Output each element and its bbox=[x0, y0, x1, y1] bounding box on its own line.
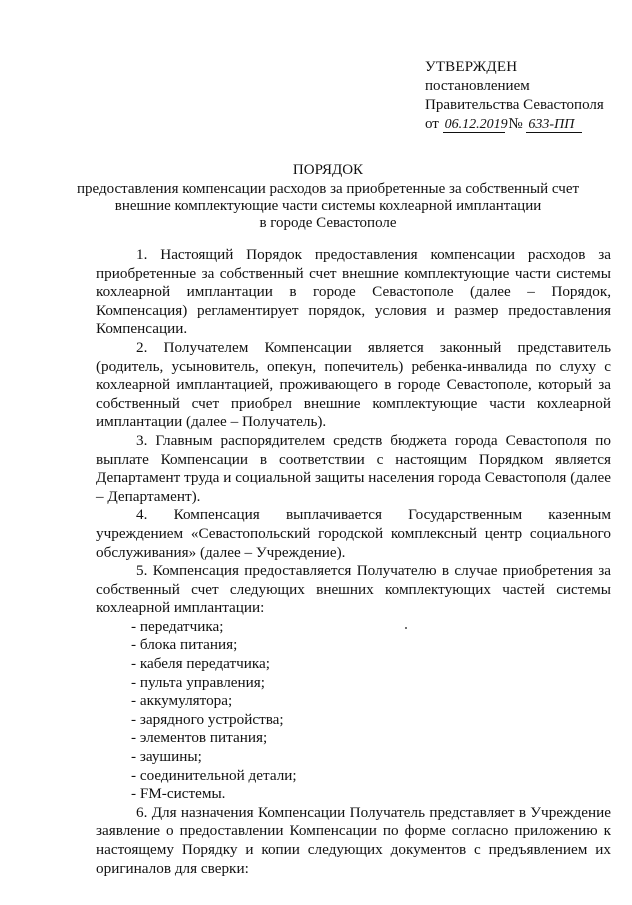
parts-list bbox=[96, 618, 611, 804]
paragraph-3: 3. Главным распорядителем средств бюджета города Севастополя по выплате Компенсации в соответствии с настоящим Порядком является Департамент труда и социальной защиты населения города Севастополя (далее – Департамент). bbox=[96, 431, 611, 505]
list-item: - FM-системы. bbox=[131, 785, 226, 803]
list-item: - передатчика; bbox=[131, 617, 224, 635]
approval-line-government: Правительства Севастополя bbox=[425, 97, 604, 113]
document-title-block bbox=[60, 162, 596, 232]
paragraph-2: 2. Получателем Компенсации является законный представитель (родитель, усыновитель, опекун, попечитель) ребенка-инвалида по слуху с кохлеарной имплантацией, проживающего в городе Севастополе, который за собственный счет приобрел внешние комплектующие части кохлеарной имплантации (далее – Получатель). bbox=[96, 338, 611, 431]
list-item: - аккумулятора; bbox=[131, 692, 233, 710]
handwritten-number: 633-ПП bbox=[526, 117, 582, 133]
approval-stamp-block bbox=[425, 58, 604, 134]
approval-from-label: от bbox=[425, 116, 439, 132]
paragraph-5: 5. Компенсация предоставляется Получателю в случае приобретения за собственный счет следующих внешних комплектующих частей системы кохлеарной имплантации: bbox=[96, 562, 611, 617]
list-item: - кабеля передатчика; bbox=[131, 655, 270, 673]
paragraph-6: 6. Для назначения Компенсации Получатель представляет в Учреждение заявление о предоставлении Компенсации по форме согласно приложению к настоящему Порядку и копии следующих документов с предъявлением их оригиналов для сверки: bbox=[96, 803, 611, 877]
approval-date-number-line bbox=[425, 115, 604, 134]
handwritten-date: 06.12.2019 bbox=[444, 117, 508, 132]
list-item: - пульта управления; bbox=[131, 673, 266, 691]
scan-speck bbox=[405, 627, 407, 629]
document-body bbox=[96, 246, 611, 878]
document-subtitle-line-2: внешние комплектующие части системы кохлеарной имплантации bbox=[114, 198, 542, 214]
list-item: - элементов питания; bbox=[131, 729, 268, 747]
list-item: - зарядного устройства; bbox=[131, 710, 284, 728]
document-subtitle-line-3: в городе Севастополе bbox=[259, 215, 397, 231]
paragraph-1: 1. Настоящий Порядок предоставления компенсации расходов за приобретенные за собственный счет внешние комплектующие части системы кохлеарной имплантации в городе Севастополе (далее – Порядок, Компенсация) регламентирует порядок, условия и размер предоставления Компенсации. bbox=[96, 246, 611, 338]
document-subtitle-line-1: предоставления компенсации расходов за приобретенные за собственный счет bbox=[76, 181, 580, 197]
document-title: ПОРЯДОК bbox=[292, 162, 364, 178]
paragraph-4: 4. Компенсация выплачивается Государственным казенным учреждением «Севастопольский городской комплексный центр социального обслуживания» (далее – Учреждение). bbox=[96, 506, 611, 561]
list-item: - заушины; bbox=[131, 748, 202, 766]
approval-heading: УТВЕРЖДЕН bbox=[425, 59, 518, 75]
list-item: - соединительной детали; bbox=[131, 766, 297, 784]
approval-line-decree: постановлением bbox=[425, 78, 530, 94]
list-item: - блока питания; bbox=[131, 636, 238, 654]
approval-number-label: № bbox=[508, 116, 523, 132]
